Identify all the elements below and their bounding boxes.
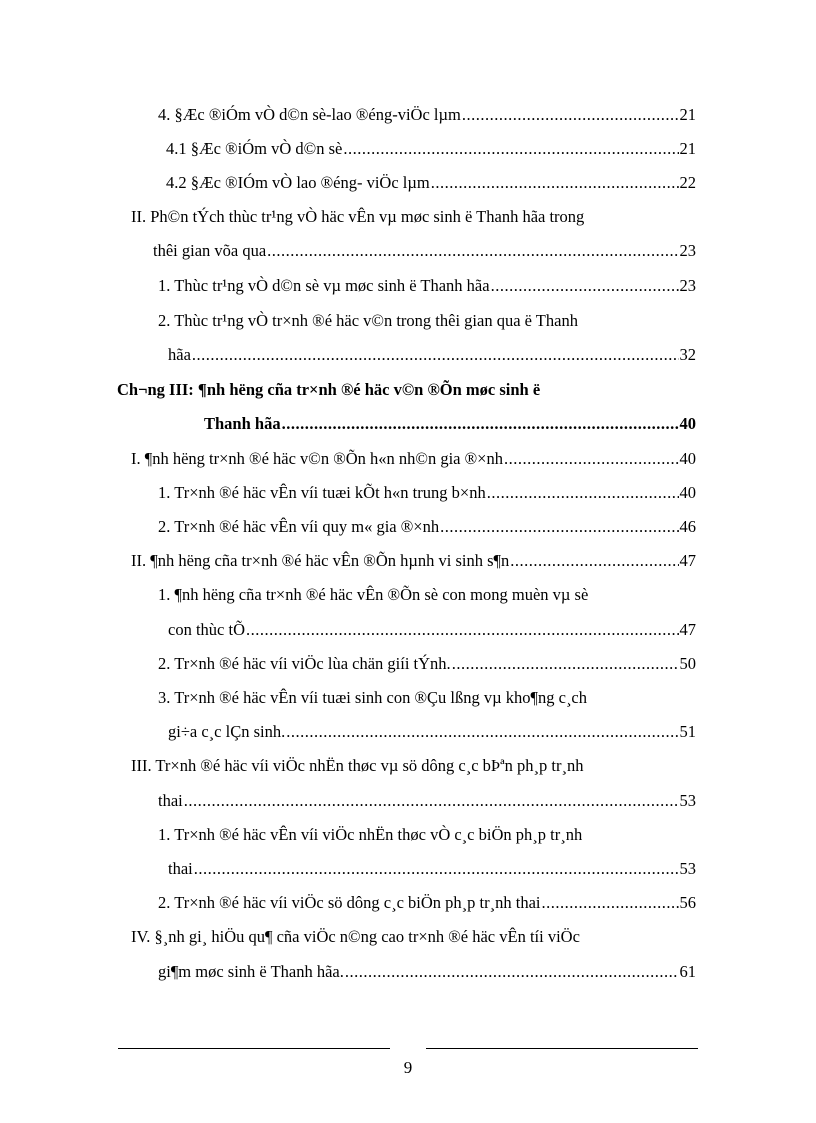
- toc-entry-text: I. ¶nh hëng tr×nh ®é häc v©n ®Õn h«n nh©n gia ®×nh: [131, 449, 503, 468]
- toc-entry-text: thai: [158, 791, 183, 810]
- leader-dots: [343, 138, 678, 160]
- leader-dots: [462, 104, 679, 126]
- toc-entry-text: 2. Tr×nh ®é häc vÊn víi quy m« gia ®×nh: [158, 517, 440, 536]
- toc-entry-text: 4.1 §Æc ®iÓm vÒ d©n sè: [166, 139, 343, 158]
- toc-entry-text: 1. Tr×nh ®é häc vÊn víi viÖc nhËn thøc vÒ c¸c biÖn ph¸p tr¸nh: [158, 825, 583, 844]
- leader-dots: [246, 619, 679, 641]
- leader-dots: [491, 275, 679, 297]
- footer-rule-right: [426, 1048, 698, 1049]
- toc-entry: [168, 858, 696, 880]
- toc-entry-page: 23: [679, 276, 696, 295]
- toc-entry-page: 51: [679, 722, 696, 741]
- toc-entry-text: thêi gian võa qua: [153, 241, 267, 260]
- toc-entry-text: 3. Tr×nh ®é häc vÊn víi tuæi sinh con ®Çu lßng vµ kho¶ng c¸ch: [158, 688, 588, 707]
- toc-entry-text: con thùc tÕ: [168, 620, 245, 639]
- toc-entry-text: Thanh hãa: [204, 414, 281, 433]
- leader-dots: [542, 892, 679, 914]
- toc-entry-text: III. Tr×nh ®é häc víi viÖc nhËn thøc vµ sö dông c¸c bÞªn ph¸p tr¸nh: [131, 756, 584, 775]
- toc-entry: [166, 138, 696, 160]
- leader-dots: [431, 172, 679, 194]
- toc-entry-page: 47: [679, 551, 696, 570]
- toc-entry: [158, 482, 696, 504]
- toc-entry-text: IV. §¸nh gi¸ hiÖu qu¶ cña viÖc n©ng cao tr×nh ®é häc vÊn tíi viÖc: [131, 927, 580, 946]
- toc-entry: [204, 413, 696, 435]
- toc-entry-text: gi÷a c¸c lÇn sinh.: [168, 722, 286, 741]
- leader-dots: [192, 344, 679, 366]
- toc-entry: [168, 344, 696, 366]
- leader-dots: [452, 653, 679, 675]
- toc-entry: [158, 961, 696, 983]
- leader-dots: [286, 721, 678, 743]
- toc-entry-text: II. Ph©n tÝch thùc tr¹ng vÒ häc vÊn vµ møc sinh ë Thanh hãa trong: [131, 207, 585, 226]
- toc-entry-text: 1. Tr×nh ®é häc vÊn víi tuæi kÕt h«n trung b×nh: [158, 483, 486, 502]
- chapter-heading: Ch¬ng III: ¶nh hëng cña tr×nh ®é häc v©n ®Õn møc sinh ë: [117, 380, 541, 399]
- toc-entry-text: 2. Tr×nh ®é häc víi viÖc sö dông c¸c biÖn ph¸p tr¸nh thai: [158, 893, 541, 912]
- toc-entry-page: 32: [679, 345, 696, 364]
- toc-entry-text: 4.2 §Æc ®IÓm vÒ lao ®éng- viÖc lµm: [166, 173, 430, 192]
- toc-entry-page: 53: [679, 791, 696, 810]
- page-number: 9: [403, 1058, 413, 1077]
- leader-dots: [345, 961, 679, 983]
- toc-entry-page: 50: [679, 654, 696, 673]
- toc-entry: [158, 790, 696, 812]
- footer-rule-left: [118, 1048, 390, 1049]
- toc-entry-text: hãa: [168, 345, 191, 364]
- toc-entry: [153, 240, 696, 262]
- leader-dots: [510, 550, 678, 572]
- toc-entry: [158, 275, 696, 297]
- leader-dots: [184, 790, 679, 812]
- toc-entry: [166, 172, 696, 194]
- toc-entry-text: 4. §Æc ®iÓm vÒ d©n sè-lao ®éng-viÖc lµm: [158, 105, 461, 124]
- toc-entry-page: 47: [679, 620, 696, 639]
- toc-entry-page: 21: [679, 139, 696, 158]
- toc-entry-page: 21: [679, 105, 696, 124]
- toc-entry-page: 40: [679, 449, 696, 468]
- toc-entry-page: 61: [679, 962, 696, 981]
- toc-entry-page: 40: [679, 414, 696, 433]
- toc-entry-page: 22: [679, 173, 696, 192]
- toc-entry-page: 56: [679, 893, 696, 912]
- leader-dots: [282, 413, 679, 435]
- toc-entry-text: gi¶m møc sinh ë Thanh hãa.: [158, 962, 344, 981]
- toc-entry: [131, 448, 696, 470]
- toc-entry-text: II. ¶nh hëng cña tr×nh ®é häc vÊn ®Õn hµnh vi sinh s¶n: [131, 551, 510, 570]
- toc-entry-text: 1. ¶nh hëng cña tr×nh ®é häc vÊn ®Õn sè con mong muèn vµ sè: [158, 585, 589, 604]
- leader-dots: [267, 240, 678, 262]
- toc-entry: [158, 516, 696, 538]
- leader-dots: [194, 858, 679, 880]
- toc-entry: [158, 653, 696, 675]
- toc-entry-text: 2. Thùc tr¹ng vÒ tr×nh ®é häc v©n trong thêi gian qua ë Thanh: [158, 311, 578, 330]
- toc-entry: [168, 619, 696, 641]
- toc-entry-text: 1. Thùc tr¹ng vÒ d©n sè vµ møc sinh ë Thanh hãa: [158, 276, 490, 295]
- leader-dots: [487, 482, 679, 504]
- leader-dots: [504, 448, 679, 470]
- toc-entry-text: 2. Tr×nh ®é häc víi viÖc lùa chän giíi tÝnh.: [158, 654, 451, 673]
- toc-entry-page: 40: [679, 483, 696, 502]
- toc-entry-page: 53: [679, 859, 696, 878]
- toc-entry: [158, 104, 696, 126]
- toc-entry-page: 23: [679, 241, 696, 260]
- toc-entry: [168, 721, 696, 743]
- toc-entry: [158, 892, 696, 914]
- toc-entry-page: 46: [679, 517, 696, 536]
- leader-dots: [440, 516, 678, 538]
- toc-entry-text: thai: [168, 859, 193, 878]
- toc-entry: [131, 550, 696, 572]
